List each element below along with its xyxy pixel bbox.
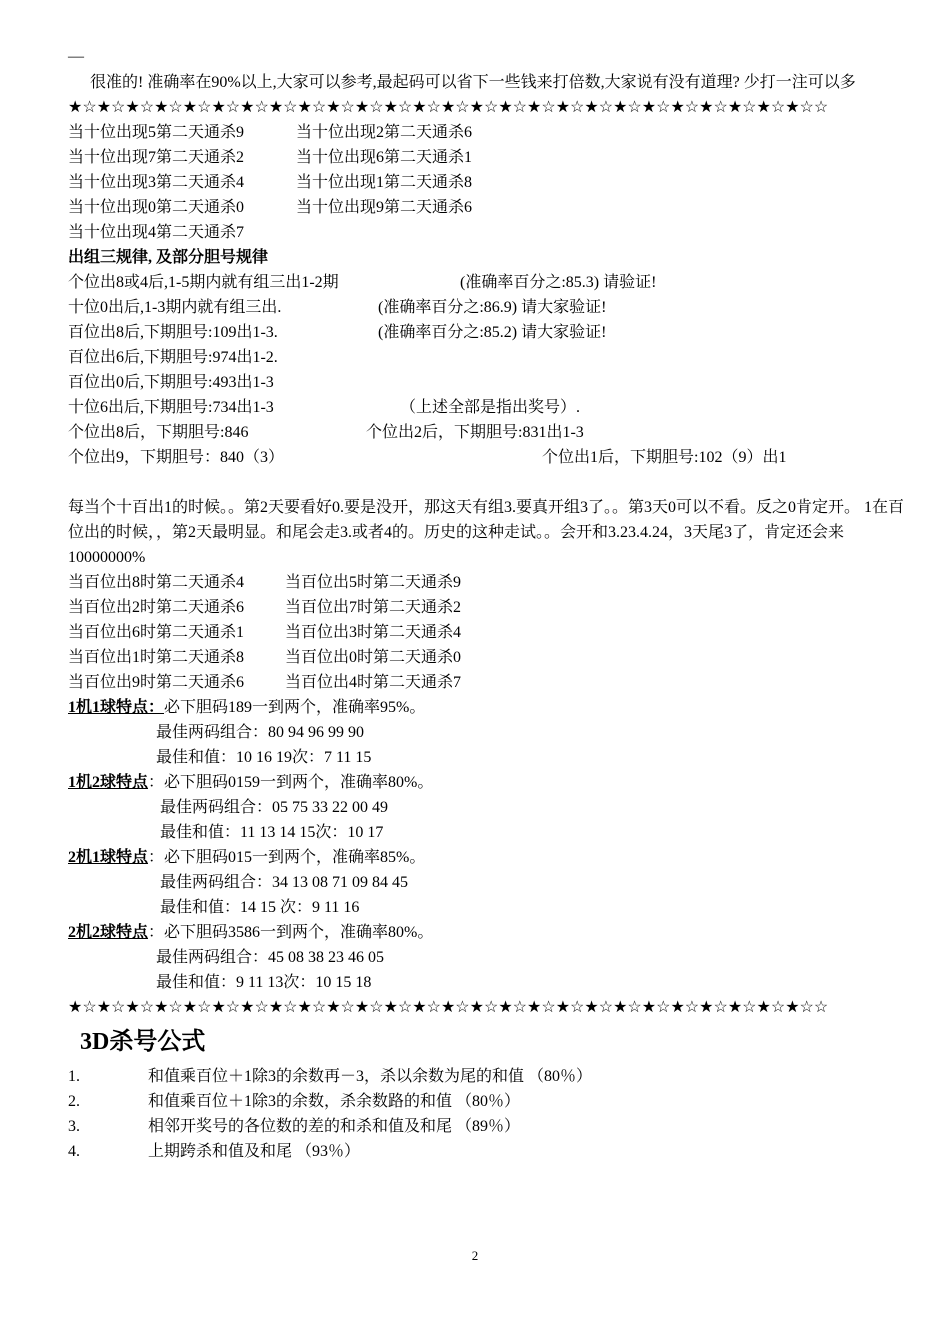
- machine-title: 1机2球特点: [68, 774, 149, 791]
- group3-note: (准确率百分之:86.9) 请大家验证!: [378, 299, 607, 316]
- formula-text: 上期跨杀和值及和尾 （93％）: [148, 1143, 361, 1160]
- machine-desc: ：必下胆码015一到两个，准确率85%。: [148, 849, 426, 866]
- group3-rule: 十位6出后,下期胆号:734出1-3: [68, 399, 274, 416]
- machine-combo: 最佳两码组合：34 13 08 71 09 84 45: [160, 874, 409, 891]
- hundreds-rule: 当百位出0时第二天通杀0: [285, 649, 462, 666]
- machine-title: 2机2球特点: [68, 924, 149, 941]
- tens-rule: 当十位出现0第二天通杀0: [68, 199, 245, 216]
- explanation-paragraph: 每当个十百出1的时候。。第2天要看好0.要是没开，那这天有组3.要真开组3了。。第3天0可以不看。反之0肯定开。 1在百位出的时候，，第2天最明显。和尾会走3.或者4的。历史的这种走试。。会开和3.23.4.24，3天尾3了，肯定还会来10000000%: [68, 499, 905, 566]
- hundreds-rule: 当百位出6时第二天通杀1: [68, 624, 245, 641]
- machine-sum: 最佳和值：10 16 19次：7 11 15: [156, 749, 372, 766]
- group3-note: 个位出1后，下期胆号:102（9）出1: [542, 449, 787, 466]
- machine-desc: ：必下胆码3586一到两个，准确率80%。: [148, 924, 434, 941]
- formula-text: 和值乘百位＋1除3的余数，杀余数路的和值 （80％）: [148, 1093, 521, 1110]
- document-body: [68, 44, 908, 1164]
- group3-rule: 百位出6后,下期胆号:974出1-2.: [68, 349, 278, 366]
- tens-rule: 当十位出现1第二天通杀8: [296, 174, 473, 191]
- hundreds-rules: [68, 570, 908, 695]
- tens-rule: 当十位出现3第二天通杀4: [68, 174, 245, 191]
- tens-rules: [68, 120, 908, 245]
- group3-rule: 百位出0后,下期胆号:493出1-3: [68, 374, 274, 391]
- hundreds-rule: 当百位出9时第二天通杀6: [68, 674, 245, 691]
- machine-combo: 最佳两码组合：80 94 96 99 90: [156, 724, 365, 741]
- intro-text: 很准的! 准确率在90%以上,大家可以参考,最起码可以省下一些钱来打倍数,大家说有没有道理? 少打一注可以多: [90, 74, 856, 91]
- group3-rule: 十位0出后,1-3期内就有组三出.: [68, 299, 282, 316]
- group3-note: (准确率百分之:85.3) 请验证!: [460, 274, 657, 291]
- tens-rule: 当十位出现6第二天通杀1: [296, 149, 473, 166]
- tens-rule: 当十位出现2第二天通杀6: [296, 124, 473, 141]
- hundreds-rule: 当百位出3时第二天通杀4: [285, 624, 462, 641]
- machine-sum: 最佳和值：14 15 次：9 11 16: [160, 899, 360, 916]
- hundreds-rule: 当百位出2时第二天通杀6: [68, 599, 245, 616]
- tens-rule: 当十位出现9第二天通杀6: [296, 199, 473, 216]
- machine-section: [68, 695, 908, 995]
- group3-rule: 个位出8后，下期胆号:846: [68, 424, 249, 441]
- machine-desc: 必下胆码189一到两个，准确率95%。: [164, 699, 426, 716]
- hundreds-rule: 当百位出7时第二天通杀2: [285, 599, 462, 616]
- group3-rule: 个位出9，下期胆号：840（3）: [68, 449, 285, 466]
- tens-rule: 当十位出现4第二天通杀7: [68, 224, 245, 241]
- top-dash: —: [68, 48, 84, 65]
- formula-number: 4.: [68, 1143, 80, 1160]
- star-divider-bottom: ★☆★☆★☆★☆★☆★☆★☆★☆★☆★☆★☆★☆★☆★☆★☆★☆★☆★☆★☆★☆★☆★☆★☆★☆★☆★☆☆: [68, 999, 829, 1016]
- hundreds-rule: 当百位出8时第二天通杀4: [68, 574, 245, 591]
- machine-combo: 最佳两码组合：45 08 38 23 46 05: [156, 949, 385, 966]
- hundreds-rule: 当百位出4时第二天通杀7: [285, 674, 462, 691]
- machine-sum: 最佳和值：11 13 14 15次：10 17: [160, 824, 384, 841]
- hundreds-rule: 当百位出5时第二天通杀9: [285, 574, 462, 591]
- group3-rule: 百位出8后,下期胆号:109出1-3.: [68, 324, 278, 341]
- section-title: 3D杀号公式: [80, 1029, 206, 1055]
- formula-list: [68, 1064, 908, 1164]
- group3-rules: [68, 270, 908, 470]
- machine-sum: 最佳和值：9 11 13次：10 15 18: [156, 974, 372, 991]
- group3-rule: 个位出8或4后,1-5期内就有组三出1-2期: [68, 274, 339, 291]
- hundreds-rule: 当百位出1时第二天通杀8: [68, 649, 245, 666]
- machine-desc: ：必下胆码0159一到两个，准确率80%。: [148, 774, 434, 791]
- machine-combo: 最佳两码组合：05 75 33 22 00 49: [160, 799, 389, 816]
- formula-number: 1.: [68, 1068, 80, 1085]
- formula-number: 3.: [68, 1118, 80, 1135]
- group3-note: (准确率百分之:85.2) 请大家验证!: [378, 324, 607, 341]
- star-divider-top: ★☆★☆★☆★☆★☆★☆★☆★☆★☆★☆★☆★☆★☆★☆★☆★☆★☆★☆★☆★☆★☆★☆★☆★☆★☆★☆☆: [68, 99, 829, 116]
- group3-title: 出组三规律, 及部分胆号规律: [68, 249, 269, 266]
- tens-rule: 当十位出现5第二天通杀9: [68, 124, 245, 141]
- tens-rule: 当十位出现7第二天通杀2: [68, 149, 245, 166]
- page-number: 2: [471, 1248, 479, 1263]
- formula-text: 和值乘百位＋1除3的余数再－3，杀以余数为尾的和值 （80％）: [148, 1068, 593, 1085]
- formula-text: 相邻开奖号的各位数的差的和杀和值及和尾 （89％）: [148, 1118, 521, 1135]
- machine-title: 1机1球特点：: [68, 699, 165, 716]
- formula-number: 2.: [68, 1093, 80, 1110]
- machine-title: 2机1球特点: [68, 849, 149, 866]
- group3-note: 个位出2后，下期胆号:831出1-3: [366, 424, 584, 441]
- group3-note: （上述全部是指出奖号）.: [400, 399, 581, 416]
